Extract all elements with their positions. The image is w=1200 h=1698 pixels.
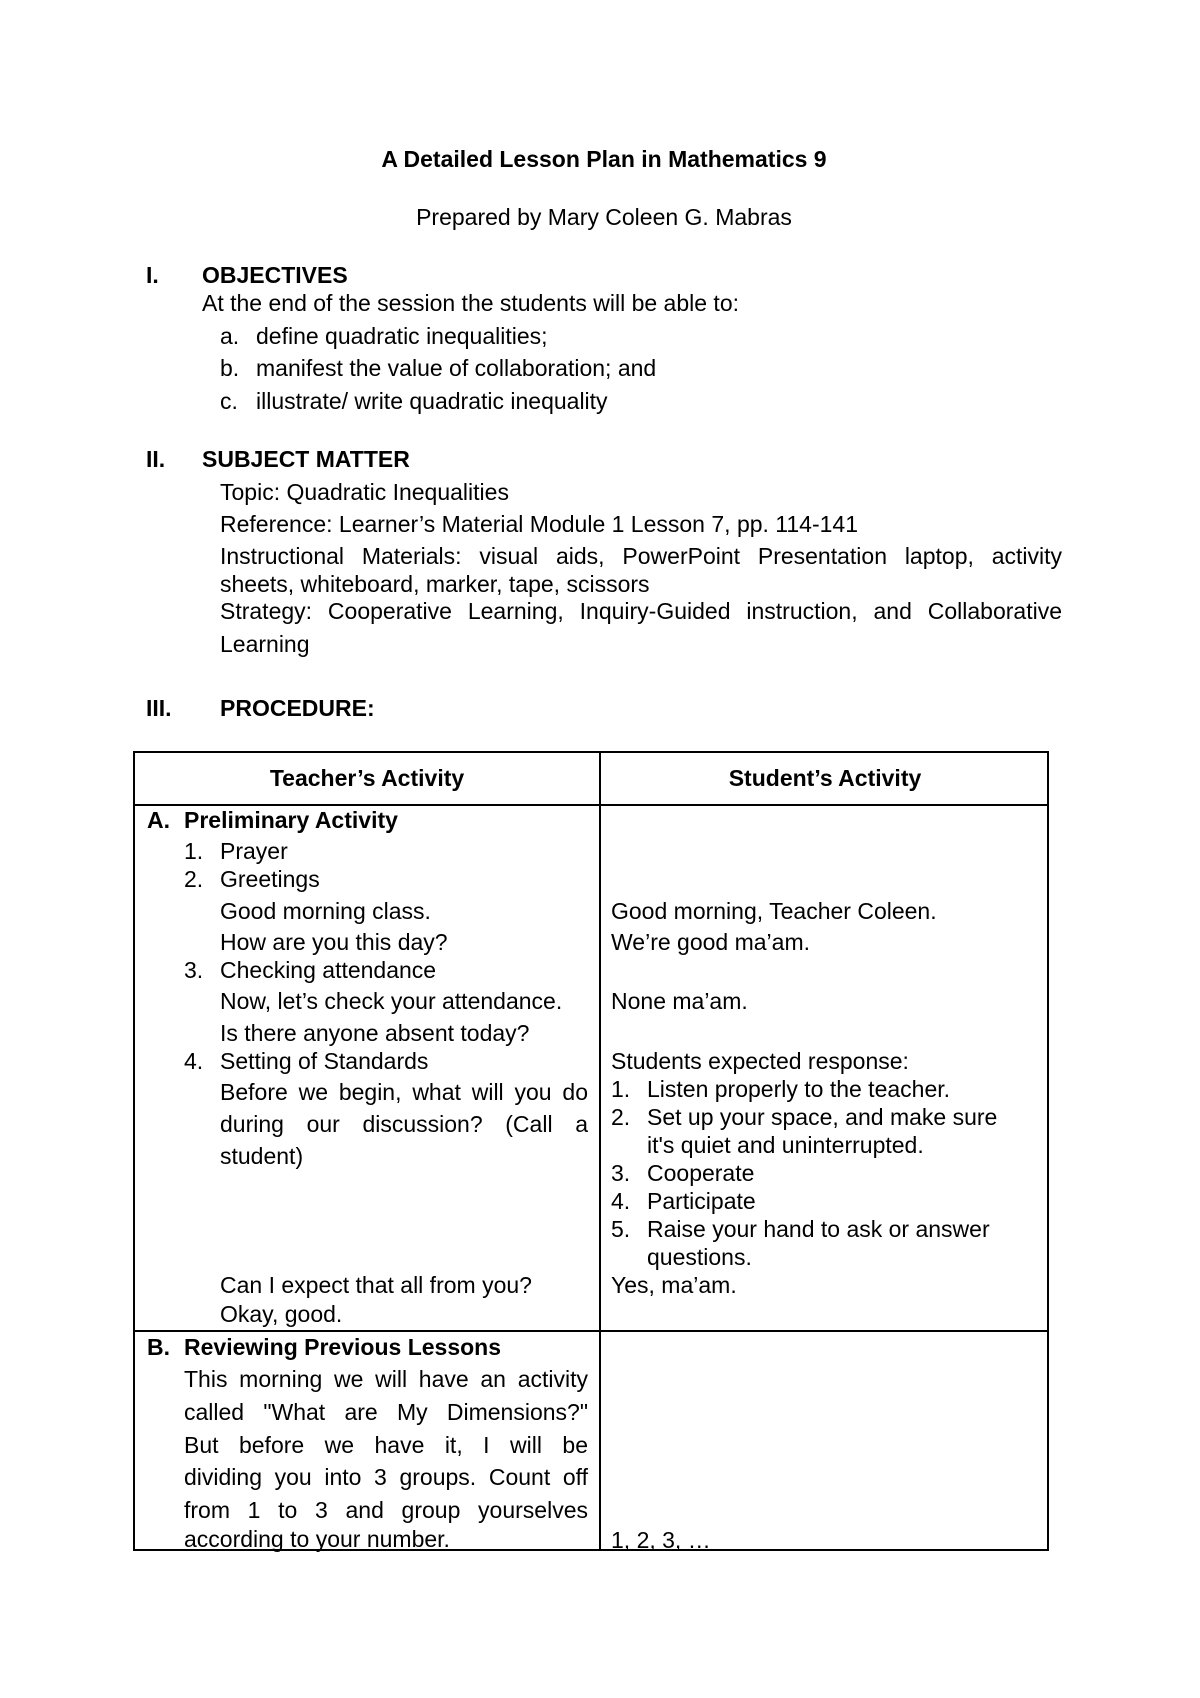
- objective-letter: c.: [220, 388, 238, 414]
- header-teacher-activity: Teacher’s Activity: [269, 765, 465, 791]
- row-divider: [135, 1330, 1047, 1332]
- teacher-greeting: How are you this day?: [220, 929, 448, 955]
- student-expectation: Yes, ma’am.: [611, 1272, 737, 1298]
- response-number: 1.: [611, 1076, 631, 1102]
- response-number: 3.: [611, 1160, 631, 1186]
- document-title: A Detailed Lesson Plan in Mathematics 9: [381, 146, 827, 172]
- header-student-activity: Student’s Activity: [728, 765, 922, 791]
- objective-text: illustrate/ write quadratic inequality: [256, 388, 608, 414]
- response-number: 2.: [611, 1104, 631, 1130]
- student-count-off: 1, 2, 3, …: [611, 1527, 711, 1553]
- objective-letter: a.: [220, 323, 240, 349]
- teacher-expectation: Can I expect that all from you?: [220, 1272, 532, 1298]
- teacher-review-line: This morning we will have an activity: [184, 1366, 588, 1392]
- step-number: 3.: [184, 957, 204, 983]
- student-expected-intro: Students expected response:: [611, 1048, 909, 1074]
- section-a-letter: A.: [147, 807, 170, 833]
- teacher-review-line: from 1 to 3 and group yourselves: [184, 1497, 588, 1523]
- response-text: it's quiet and uninterrupted.: [647, 1132, 924, 1158]
- student-greeting: We’re good ma’am.: [611, 929, 810, 955]
- subject-matter-numeral: II.: [146, 446, 166, 472]
- subject-matter-heading: SUBJECT MATTER: [202, 446, 410, 472]
- column-divider: [599, 753, 601, 1549]
- objectives-heading: OBJECTIVES: [202, 262, 348, 288]
- response-number: 5.: [611, 1216, 631, 1242]
- student-attendance: None ma’am.: [611, 988, 748, 1014]
- objective-text: manifest the value of collaboration; and: [256, 355, 657, 381]
- objective-text: define quadratic inequalities;: [256, 323, 548, 349]
- section-a-title: Preliminary Activity: [184, 807, 398, 833]
- subject-reference: Reference: Learner’s Material Module 1 Lesson 7, pp. 114-141: [220, 511, 859, 537]
- teacher-standards: Before we begin, what will you do: [220, 1079, 588, 1105]
- step-label: Prayer: [220, 838, 288, 864]
- section-b-letter: B.: [147, 1334, 170, 1360]
- objectives-intro: At the end of the session the students will be able to:: [202, 290, 740, 316]
- teacher-review-line: But before we have it, I will be: [184, 1432, 588, 1458]
- response-text: Participate: [647, 1188, 756, 1214]
- procedure-heading: PROCEDURE:: [220, 695, 375, 721]
- subject-strategy-line2: Learning: [220, 631, 310, 657]
- teacher-standards: student): [220, 1143, 304, 1169]
- teacher-attendance: Is there anyone absent today?: [220, 1020, 530, 1046]
- teacher-greeting: Good morning class.: [220, 898, 431, 924]
- objectives-numeral: I.: [146, 262, 159, 288]
- response-number: 4.: [611, 1188, 631, 1214]
- subject-strategy-line1: Strategy: Cooperative Learning, Inquiry-Guided instruction, and Collaborative: [220, 598, 1062, 624]
- teacher-review-line: dividing you into 3 groups. Count off: [184, 1464, 588, 1490]
- step-number: 4.: [184, 1048, 204, 1074]
- teacher-review-line: called "What are My Dimensions?": [184, 1399, 588, 1425]
- response-text: Listen properly to the teacher.: [647, 1076, 951, 1102]
- student-greeting: Good morning, Teacher Coleen.: [611, 898, 937, 924]
- teacher-standards: during our discussion? (Call a: [220, 1111, 588, 1137]
- subject-materials-line2: sheets, whiteboard, marker, tape, scissors: [220, 571, 650, 597]
- step-label: Setting of Standards: [220, 1048, 429, 1074]
- teacher-closing: Okay, good.: [220, 1301, 343, 1327]
- response-text: Cooperate: [647, 1160, 755, 1186]
- step-number: 1.: [184, 838, 204, 864]
- step-number: 2.: [184, 866, 204, 892]
- objective-letter: b.: [220, 355, 240, 381]
- response-text: questions.: [647, 1244, 752, 1270]
- step-label: Greetings: [220, 866, 320, 892]
- section-b-title: Reviewing Previous Lessons: [184, 1334, 502, 1360]
- procedure-table: [133, 751, 1049, 1551]
- teacher-attendance: Now, let’s check your attendance.: [220, 988, 563, 1014]
- response-text: Raise your hand to ask or answer: [647, 1216, 990, 1242]
- prepared-by: Prepared by Mary Coleen G. Mabras: [416, 204, 792, 230]
- response-text: Set up your space, and make sure: [647, 1104, 998, 1130]
- teacher-review-line: according to your number.: [184, 1526, 450, 1552]
- subject-topic: Topic: Quadratic Inequalities: [220, 479, 509, 505]
- procedure-numeral: III.: [146, 695, 172, 721]
- subject-materials-line1: Instructional Materials: visual aids, PowerPoint Presentation laptop, activity: [220, 543, 1062, 569]
- step-label: Checking attendance: [220, 957, 437, 983]
